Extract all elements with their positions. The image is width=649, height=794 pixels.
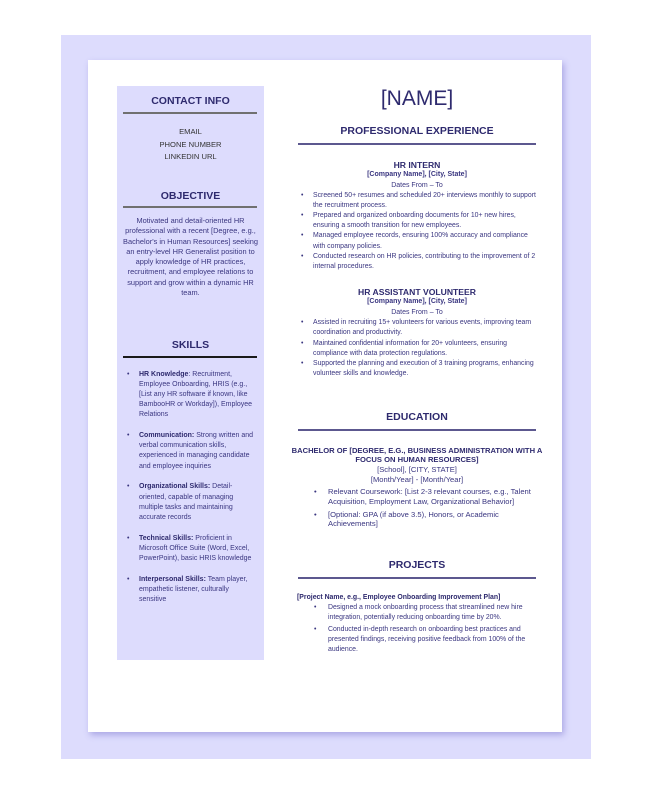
skill-label: Technical Skills: (139, 534, 194, 542)
objective-section (117, 190, 264, 298)
education-divider (298, 429, 536, 431)
job-company: [Company Name], [City, State] (367, 298, 467, 306)
education-title: EDUCATION (386, 411, 448, 423)
contact-linkedin: LINKEDIN URL (164, 152, 217, 161)
skill-text: Strong written and verbal communication skills, experienced in managing candidate and employee inquiries (139, 432, 253, 470)
skill-text: Detail-oriented, capable of managing multiple tasks and maintaining accurate records (139, 483, 234, 521)
project-bullet: • Designed a mock onboarding process that streamlined new hire integration, potentially reducing onboarding time by 20%. (314, 603, 523, 621)
skill-text: Team player, empathetic listener, culturally sensitive (139, 575, 248, 604)
bullet-icon: • (301, 211, 304, 219)
experience-divider (298, 143, 536, 145)
contact-email: EMAIL (179, 127, 202, 136)
bullet-icon: • (127, 534, 130, 542)
skill-item (127, 482, 256, 523)
education-section (291, 411, 543, 532)
education-bullet: • Relevant Coursework: [List 2-3 relevant courses, e.g., Talent Acquisition, Employment Law, Organizational Behavior] (314, 487, 531, 506)
bullet-icon: • (314, 625, 317, 633)
job-title: HR ASSISTANT VOLUNTEER (358, 287, 476, 298)
main-column (291, 86, 543, 653)
project-bullet: • Conducted in-depth research on onboarding best practices and presented findings, receiving positive feedback from 100% of the audience. (314, 625, 526, 653)
objective-text: Motivated and detail-oriented HR professional with a recent [Degree, e.g., Bachelor's in Human Resources] seeking an entry-level HR Generalist position to apply knowledge of HR practices, recruitment, and employee relations to support and grow within a dynamic HR team. (123, 216, 258, 298)
skill-item (127, 575, 256, 606)
job-bullets (298, 191, 536, 273)
bullet-icon: • (301, 232, 304, 240)
contact-divider (123, 112, 257, 114)
education-bullet: • [Optional: GPA (if above 3.5), Honors, or Academic Achievements] (314, 509, 499, 529)
skills-divider (123, 356, 257, 358)
projects-title: PROJECTS (388, 559, 446, 571)
contact-section (117, 95, 264, 164)
education-dates: [Month/Year] - [Month/Year] (370, 474, 464, 484)
bullet-icon: • (301, 339, 304, 347)
bullet-icon: • (301, 252, 304, 260)
job-bullet: • Conducted research on HR policies, contributing to the improvement of 2 internal procedures. (301, 252, 536, 270)
experience-title: PROFESSIONAL EXPERIENCE (340, 125, 494, 137)
project-name: [Project Name, e.g., Employee Onboarding Improvement Plan] (297, 593, 501, 601)
bullet-icon: • (314, 603, 317, 611)
skill-text: Recruitment, Employee Onboarding, HRIS (e.g., [List any HR software if known, like BambooHR or Workday]), Employee Relations (139, 370, 253, 419)
contact-phone: PHONE NUMBER (159, 139, 222, 149)
bullet-icon: • (127, 370, 130, 378)
bullet-icon: • (127, 483, 130, 491)
job-company: [Company Name], [City, State] (367, 170, 467, 178)
job-entry (298, 287, 536, 379)
experience-section (298, 125, 536, 379)
project-bullets (298, 603, 536, 655)
job-bullet: • Supported the planning and execution of 3 training programs, enhancing volunteer skills and knowledge. (301, 359, 534, 378)
bullet-icon: • (301, 359, 304, 367)
education-bullets (298, 487, 536, 529)
job-dates: Dates From – To (391, 181, 443, 189)
job-dates: Dates From – To (391, 309, 443, 317)
projects-section (298, 559, 536, 657)
skills-title: SKILLS (171, 339, 210, 351)
job-bullets (298, 318, 536, 379)
candidate-name: [NAME] (380, 87, 454, 110)
bullet-icon: • (301, 191, 304, 199)
skill-item (127, 431, 256, 472)
job-bullet: • Screened 50+ resumes and scheduled 20+ interviews monthly to support the recruitment process. (301, 191, 536, 209)
degree-title: BACHELOR OF [DEGREE, E.G., BUSINESS ADMINISTRATION WITH A FOCUS ON HUMAN RESOURCES] (291, 445, 543, 465)
resume-page (88, 60, 562, 732)
job-entry (298, 160, 536, 273)
bullet-icon: • (301, 319, 304, 327)
skill-label: HR Knowledge (139, 370, 189, 378)
skill-item (127, 534, 256, 565)
objective-divider (123, 206, 257, 208)
contact-title: CONTACT INFO (151, 95, 230, 107)
skill-label: Communication: (139, 432, 195, 440)
bullet-icon: • (127, 575, 130, 583)
projects-divider (298, 577, 536, 579)
job-title: HR INTERN (393, 159, 441, 170)
job-bullet: • Prepared and organized onboarding documents for 10+ new hires, ensuring a smooth transition for new employees. (301, 211, 516, 230)
skill-text: Proficient in Microsoft Office Suite (Word, Excel, PowerPoint), basic HRIS knowledge (139, 534, 252, 563)
school-name: [School], [CITY, STATE] (377, 465, 457, 475)
skills-section (117, 339, 264, 616)
job-bullet: • Maintained confidential information for 20+ volunteers, ensuring compliance with data protection regulations. (301, 339, 508, 357)
skills-list (117, 370, 264, 606)
skill-label: Interpersonal Skills: (139, 575, 206, 583)
bullet-icon: • (314, 509, 317, 519)
project-entry (298, 594, 536, 655)
contact-details (117, 126, 264, 164)
bullet-icon: • (127, 432, 130, 440)
education-entry (291, 445, 543, 530)
sidebar (117, 86, 264, 660)
job-bullet: • Assisted in recruiting 15+ volunteers for various events, improving team coordination and productivity. (301, 319, 532, 337)
objective-title: OBJECTIVE (160, 190, 221, 202)
skill-label: Organizational Skills: (139, 483, 211, 491)
job-bullet: • Managed employee records, ensuring 100% accuracy and compliance with company policies. (301, 232, 528, 250)
bullet-icon: • (314, 487, 317, 497)
skill-item: • HR Knowledge: Recruitment, Employee Onboarding, HRIS (e.g., [List any HR software if known, like BambooHR or Workday]), Employee Relations (127, 370, 253, 419)
